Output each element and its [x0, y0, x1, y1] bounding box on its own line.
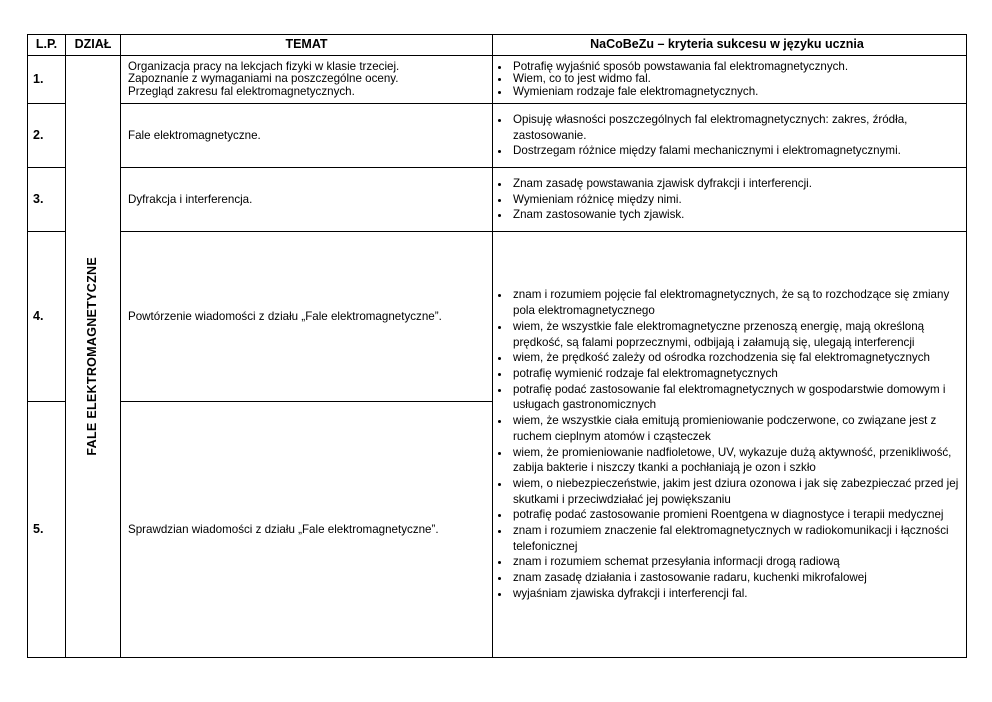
row-number: 1. [28, 56, 66, 104]
criteria-item: • Wymieniam różnicę między nimi. [511, 192, 961, 208]
topic-line: Powtórzenie wiadomości z działu „Fale elektromagnetyczne”. [128, 309, 442, 323]
topic-line: Dyfrakcja i interferencja. [128, 192, 253, 206]
criteria-item: • Znam zasadę powstawania zjawisk dyfrakcji i interferencji. [511, 176, 961, 192]
table-row [28, 104, 967, 168]
topic-line: Fale elektromagnetyczne. [128, 128, 261, 142]
topic-cell [121, 104, 493, 168]
table-row [28, 168, 967, 232]
topic-cell [121, 168, 493, 232]
row-number: 5. [28, 402, 66, 658]
header-dzial: DZIAŁ [66, 35, 121, 56]
criteria-item: • wiem, o niebezpieczeństwie, jakim jest dziura ozonowa i jak się zabezpieczać przed jej skutkami i przeciwdziałać jej powiększaniu [511, 476, 961, 507]
table-row [28, 232, 967, 402]
criteria-cell [493, 168, 967, 232]
criteria-item: • wyjaśniam zjawiska dyfrakcji i interferencji fal. [511, 586, 961, 602]
criteria-item: • wiem, że wszystkie ciała emitują promieniowanie podczerwone, co związane jest z ruchem cieplnym atomów i cząsteczek [511, 413, 961, 444]
criteria-item: • wiem, że wszystkie fale elektromagnetyczne przenoszą energię, mają określoną prędkość, są falami poprzecznymi, odbijają i załamują się, ulegają interferencji [511, 319, 961, 350]
criteria-item: • potrafię podać zastosowanie fal elektromagnetycznych w gospodarstwie domowym i usługach gastronomicznych [511, 382, 961, 413]
criteria-item: • Potrafię wyjaśnić sposób powstawania fal elektromagnetycznych. [511, 61, 961, 74]
curriculum-table [27, 34, 967, 658]
topic-cell [121, 56, 493, 104]
header-lp: L.P. [28, 35, 66, 56]
criteria-item: • znam zasadę działania i zastosowanie radaru, kuchenki mikrofalowej [511, 570, 961, 586]
topic-cell [121, 232, 493, 402]
criteria-item: • znam i rozumiem pojęcie fal elektromagnetycznych, że są to rozchodzące się zmiany pola elektromagnetycznego [511, 287, 961, 318]
criteria-cell [493, 56, 967, 104]
criteria-item: • wiem, że promieniowanie nadfioletowe, UV, wykazuje dużą aktywność, przenikliwość, zabija bakterie i niszczy tkanki a pochłaniają je ozon i szkło [511, 445, 961, 476]
criteria-item: • potrafię wymienić rodzaje fal elektromagnetycznych [511, 366, 961, 382]
section-label: FALE ELEKTROMAGNETYCZNE [85, 257, 100, 456]
criteria-item: • Opisuję własności poszczególnych fal elektromagnetycznych: zakres, źródła, zastosowanie. [511, 112, 961, 143]
section-cell [66, 56, 121, 658]
criteria-item: • znam i rozumiem schemat przesyłania informacji drogą radiową [511, 554, 961, 570]
criteria-item: • Dostrzegam różnice między falami mechanicznymi i elektromagnetycznymi. [511, 143, 961, 159]
criteria-item: • Wiem, co to jest widmo fal. [511, 73, 961, 86]
row-number: 2. [28, 104, 66, 168]
table-row [28, 56, 967, 104]
topic-cell [121, 402, 493, 658]
criteria-item: • Wymieniam rodzaje fale elektromagnetycznych. [511, 86, 961, 99]
criteria-cell [493, 104, 967, 168]
header-row [28, 35, 967, 56]
criteria-item: • znam i rozumiem znaczenie fal elektromagnetycznych w radiokomunikacji i łączności telefonicznej [511, 523, 961, 554]
topic-line: Przegląd zakresu fal elektromagnetycznych. [128, 84, 355, 98]
topic-line: Zapoznanie z wymaganiami na poszczególne oceny. [128, 72, 399, 86]
row-number: 3. [28, 168, 66, 232]
header-temat: TEMAT [121, 35, 493, 56]
criteria-item: • wiem, że prędkość zależy od ośrodka rozchodzenia się fal elektromagnetycznych [511, 350, 961, 366]
criteria-cell [493, 232, 967, 658]
topic-line: Organizacja pracy na lekcjach fizyki w klasie trzeciej. [128, 59, 400, 73]
header-criteria: NaCoBeZu – kryteria sukcesu w języku ucznia [493, 35, 967, 56]
criteria-item: • potrafię podać zastosowanie promieni Roentgena w diagnostyce i terapii medycznej [511, 507, 961, 523]
topic-line: Sprawdzian wiadomości z działu „Fale elektromagnetyczne”. [128, 522, 439, 536]
criteria-item: • Znam zastosowanie tych zjawisk. [511, 207, 961, 223]
row-number: 4. [28, 232, 66, 402]
